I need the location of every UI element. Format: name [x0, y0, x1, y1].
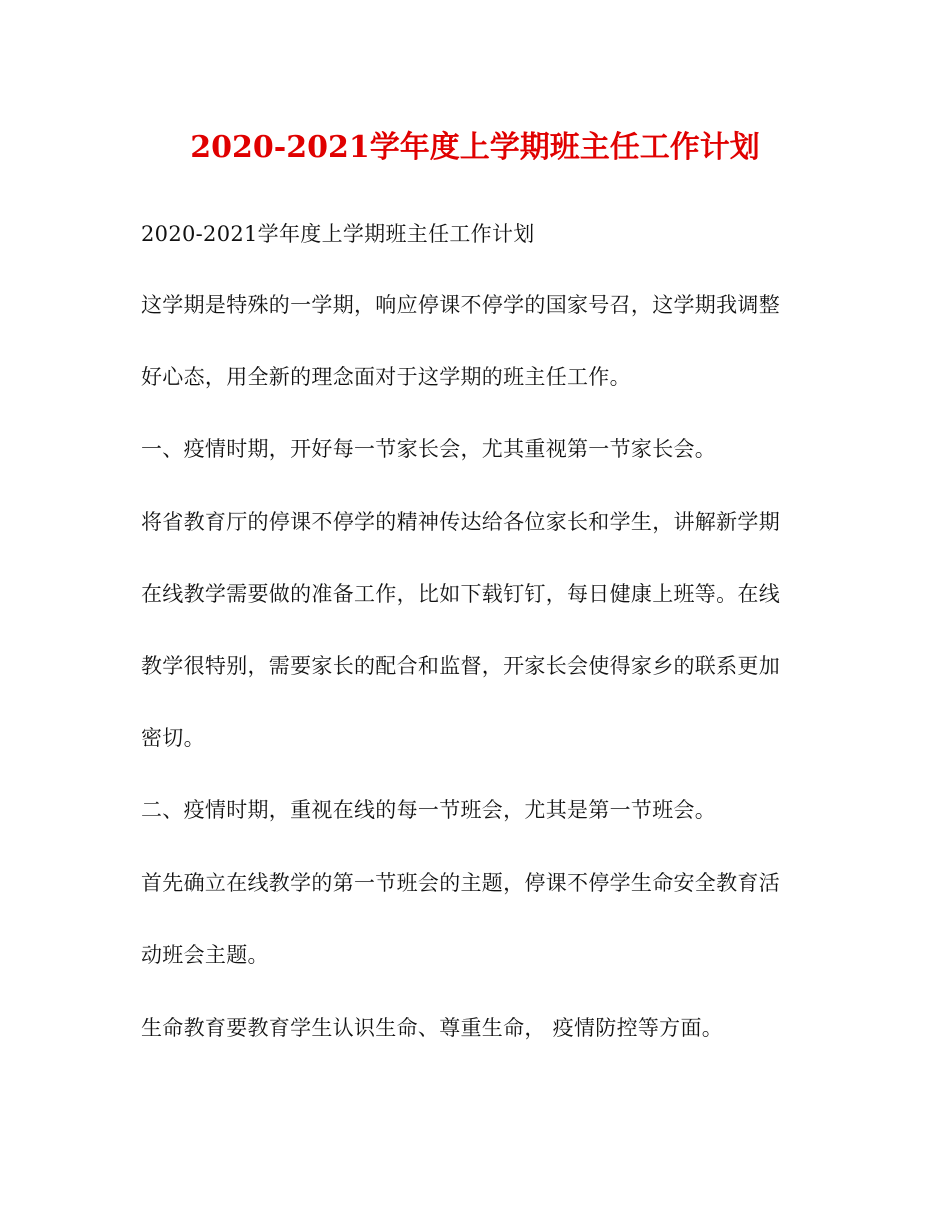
paragraph-line: 教学很特别，需要家长的配合和监督，开家长会使得家乡的联系更加 [141, 654, 780, 678]
subtitle-line: 2020-2021学年度上学期班主任工作计划 [141, 222, 535, 246]
document-title: 2020-2021学年度上学期班主任工作计划 [190, 130, 760, 165]
paragraph-line: 生命教育要教育学生认识生命、尊重生命， 疫情防控等方面。 [141, 1016, 724, 1040]
paragraph-line: 首先确立在线教学的第一节班会的主题，停课不停学生命安全教育活 [141, 871, 780, 895]
paragraph-line: 将省教育厅的停课不停学的精神传达给各位家长和学生，讲解新学期 [141, 510, 780, 534]
paragraph-line: 动班会主题。 [141, 943, 269, 967]
paragraph-line: 在线教学需要做的准备工作，比如下载钉钉，每日健康上班等。在线 [141, 582, 780, 606]
section-heading-2: 二、疫情时期，重视在线的每一节班会，尤其是第一节班会。 [141, 798, 717, 822]
section-heading-1: 一、疫情时期，开好每一节家长会，尤其重视第一节家长会。 [141, 437, 717, 461]
paragraph-line: 这学期是特殊的一学期，响应停课不停学的国家号召，这学期我调整 [141, 293, 780, 317]
paragraph-line: 好心态，用全新的理念面对于这学期的班主任工作。 [141, 365, 631, 389]
paragraph-line: 密切。 [141, 726, 205, 750]
